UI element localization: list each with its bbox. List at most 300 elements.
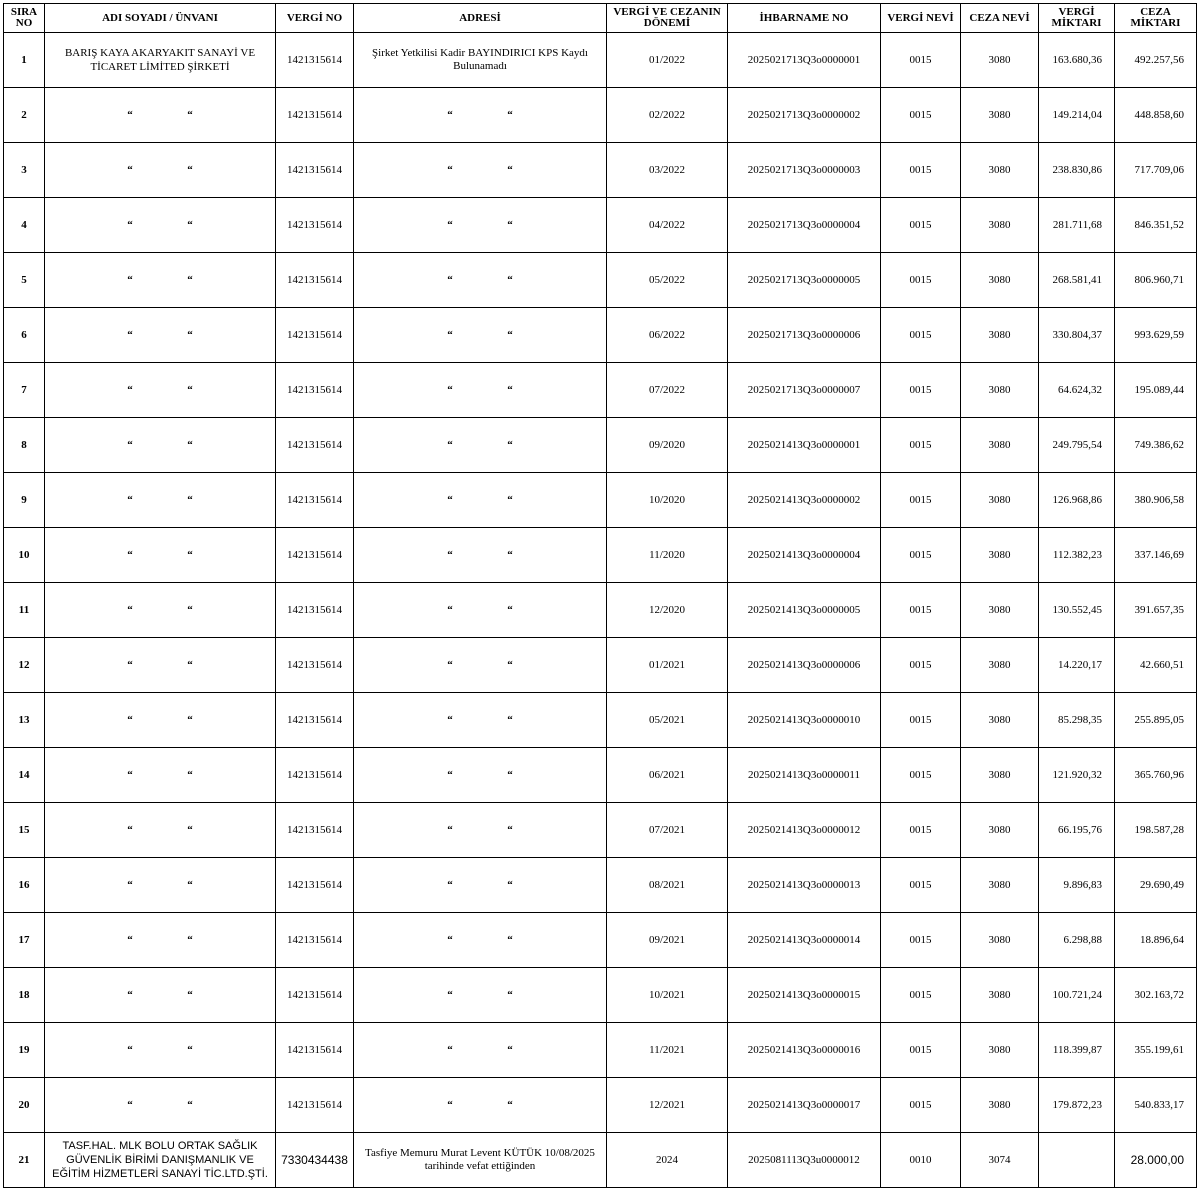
cell-vergi-miktari: 6.298,88: [1039, 913, 1115, 968]
cell-sira: 9: [4, 473, 45, 528]
ditto-mark: “: [187, 878, 193, 891]
cell-ihbarname: 2025021413Q3o0000012: [728, 803, 881, 858]
cell-vergi-miktari: 179.872,23: [1039, 1078, 1115, 1133]
cell-ihbarname: 2025021413Q3o0000015: [728, 968, 881, 1023]
cell-sira: 10: [4, 528, 45, 583]
cell-ceza-miktari: 365.760,96: [1115, 748, 1197, 803]
cell-vergi-no: 1421315614: [276, 143, 354, 198]
cell-sira: 21: [4, 1133, 45, 1188]
cell-vergi-miktari: 249.795,54: [1039, 418, 1115, 473]
ditto-mark: “: [127, 383, 133, 396]
ditto-mark: “: [507, 328, 513, 341]
cell-sira: 17: [4, 913, 45, 968]
cell-sira: 18: [4, 968, 45, 1023]
cell-vergi-no: 1421315614: [276, 363, 354, 418]
ditto-mark: “: [187, 1098, 193, 1111]
ditto-mark: “: [187, 383, 193, 396]
table-row: [4, 1078, 1197, 1133]
cell-ceza-miktari: 198.587,28: [1115, 803, 1197, 858]
cell-ihbarname: 2025021713Q3o0000006: [728, 308, 881, 363]
ditto-mark: “: [447, 548, 453, 561]
cell-vergi-no: 1421315614: [276, 88, 354, 143]
cell-ihbarname: 2025021713Q3o0000002: [728, 88, 881, 143]
cell-adres: Tasfiye Memuru Murat Levent KÜTÜK 10/08/2025 tarihinde vefat ettiğinden: [354, 1133, 607, 1188]
cell-ihbarname: 2025021413Q3o0000013: [728, 858, 881, 913]
cell-donem: 07/2022: [607, 363, 728, 418]
ditto-mark: “: [187, 493, 193, 506]
table-row: [4, 308, 1197, 363]
cell-vergi-miktari: 149.214,04: [1039, 88, 1115, 143]
ditto-mark: “: [127, 108, 133, 121]
cell-adres: Şirket Yetkilisi Kadir BAYINDIRICI KPS Kaydı Bulunamadı: [354, 33, 607, 88]
cell-ceza-nevi: 3080: [961, 33, 1039, 88]
cell-name: [45, 1023, 276, 1078]
cell-donem: 04/2022: [607, 198, 728, 253]
cell-donem: 07/2021: [607, 803, 728, 858]
cell-adres: [354, 1023, 607, 1078]
table-row: [4, 88, 1197, 143]
cell-ceza-nevi: 3080: [961, 638, 1039, 693]
cell-ihbarname: 2025021413Q3o0000014: [728, 913, 881, 968]
cell-vergi-nevi: 0015: [881, 913, 961, 968]
cell-ceza-nevi: 3080: [961, 418, 1039, 473]
cell-vergi-no: 1421315614: [276, 693, 354, 748]
cell-vergi-miktari: 9.896,83: [1039, 858, 1115, 913]
cell-ceza-miktari: 391.657,35: [1115, 583, 1197, 638]
cell-ceza-miktari: 448.858,60: [1115, 88, 1197, 143]
cell-donem: 09/2021: [607, 913, 728, 968]
table-row: [4, 198, 1197, 253]
cell-donem: 11/2021: [607, 1023, 728, 1078]
header-vergi-nevi: VERGİ NEVİ: [881, 4, 961, 33]
table-row: [4, 913, 1197, 968]
cell-ihbarname: 2025021713Q3o0000004: [728, 198, 881, 253]
cell-adres: [354, 693, 607, 748]
ditto-mark: “: [447, 1098, 453, 1111]
cell-vergi-nevi: 0015: [881, 583, 961, 638]
table-row: [4, 528, 1197, 583]
cell-ceza-nevi: 3080: [961, 143, 1039, 198]
cell-adres: [354, 858, 607, 913]
cell-ihbarname: 2025021413Q3o0000010: [728, 693, 881, 748]
cell-adres: [354, 198, 607, 253]
cell-donem: 01/2022: [607, 33, 728, 88]
ditto-mark: “: [187, 603, 193, 616]
cell-ceza-miktari: 18.896,64: [1115, 913, 1197, 968]
cell-sira: 7: [4, 363, 45, 418]
cell-sira: 5: [4, 253, 45, 308]
table-row: [4, 858, 1197, 913]
table-row: [4, 363, 1197, 418]
ditto-mark: “: [447, 273, 453, 286]
table-row: [4, 693, 1197, 748]
cell-donem: 02/2022: [607, 88, 728, 143]
cell-vergi-no: 1421315614: [276, 803, 354, 858]
cell-donem: 11/2020: [607, 528, 728, 583]
cell-donem: 05/2022: [607, 253, 728, 308]
cell-vergi-no: 1421315614: [276, 913, 354, 968]
table-row: [4, 748, 1197, 803]
cell-ceza-miktari: 28.000,00: [1115, 1133, 1197, 1188]
table-row: [4, 638, 1197, 693]
ditto-mark: “: [187, 933, 193, 946]
cell-ihbarname: 2025021413Q3o0000011: [728, 748, 881, 803]
cell-donem: 01/2021: [607, 638, 728, 693]
cell-ihbarname: 2025021713Q3o0000003: [728, 143, 881, 198]
cell-vergi-miktari: [1039, 1133, 1115, 1188]
cell-ceza-nevi: 3080: [961, 583, 1039, 638]
cell-adres: [354, 528, 607, 583]
cell-ceza-nevi: 3080: [961, 968, 1039, 1023]
ditto-mark: “: [127, 1043, 133, 1056]
cell-adres: [354, 638, 607, 693]
ditto-mark: “: [127, 823, 133, 836]
ditto-mark: “: [447, 163, 453, 176]
ditto-mark: “: [447, 328, 453, 341]
cell-name: [45, 88, 276, 143]
cell-sira: 16: [4, 858, 45, 913]
cell-ceza-miktari: 302.163,72: [1115, 968, 1197, 1023]
ditto-mark: “: [127, 988, 133, 1001]
cell-vergi-miktari: 85.298,35: [1039, 693, 1115, 748]
cell-ihbarname: 2025081113Q3u0000012: [728, 1133, 881, 1188]
table-row: [4, 1133, 1197, 1188]
cell-ceza-nevi: 3074: [961, 1133, 1039, 1188]
ditto-mark: “: [187, 768, 193, 781]
cell-adres: [354, 748, 607, 803]
cell-ihbarname: 2025021713Q3o0000007: [728, 363, 881, 418]
cell-donem: 2024: [607, 1133, 728, 1188]
ditto-mark: “: [127, 603, 133, 616]
ditto-mark: “: [447, 108, 453, 121]
ditto-mark: “: [127, 933, 133, 946]
ditto-mark: “: [507, 1098, 513, 1111]
ditto-mark: “: [507, 823, 513, 836]
cell-sira: 6: [4, 308, 45, 363]
cell-sira: 15: [4, 803, 45, 858]
cell-name: [45, 1078, 276, 1133]
header-vergi-no: VERGİ NO: [276, 4, 354, 33]
ditto-mark: “: [447, 383, 453, 396]
ditto-mark: “: [127, 768, 133, 781]
ditto-mark: “: [507, 163, 513, 176]
cell-adres: [354, 583, 607, 638]
ditto-mark: “: [127, 163, 133, 176]
ditto-mark: “: [507, 273, 513, 286]
cell-name: [45, 198, 276, 253]
header-ceza-nevi: CEZA NEVİ: [961, 4, 1039, 33]
cell-sira: 14: [4, 748, 45, 803]
ditto-mark: “: [507, 548, 513, 561]
ditto-mark: “: [507, 1043, 513, 1056]
cell-vergi-no: 1421315614: [276, 858, 354, 913]
cell-adres: [354, 253, 607, 308]
ditto-mark: “: [507, 438, 513, 451]
cell-adres: [354, 913, 607, 968]
ditto-mark: “: [447, 438, 453, 451]
cell-vergi-nevi: 0015: [881, 858, 961, 913]
cell-name: BARIŞ KAYA AKARYAKIT SANAYİ VE TİCARET LİMİTED ŞİRKETİ: [45, 33, 276, 88]
cell-ceza-nevi: 3080: [961, 88, 1039, 143]
table-row: [4, 968, 1197, 1023]
cell-donem: 10/2021: [607, 968, 728, 1023]
cell-vergi-miktari: 112.382,23: [1039, 528, 1115, 583]
ditto-mark: “: [127, 658, 133, 671]
cell-vergi-nevi: 0015: [881, 803, 961, 858]
header-vergi-miktari: VERGİ MİKTARI: [1039, 4, 1115, 33]
cell-name: [45, 803, 276, 858]
cell-sira: 3: [4, 143, 45, 198]
cell-donem: 12/2020: [607, 583, 728, 638]
ditto-mark: “: [507, 383, 513, 396]
header-sira: SIRA NO: [4, 4, 45, 33]
cell-adres: [354, 418, 607, 473]
cell-name: [45, 363, 276, 418]
ditto-mark: “: [187, 273, 193, 286]
table-row: [4, 473, 1197, 528]
cell-ceza-miktari: 380.906,58: [1115, 473, 1197, 528]
cell-vergi-no: 1421315614: [276, 1023, 354, 1078]
ditto-mark: “: [507, 713, 513, 726]
cell-ihbarname: 2025021413Q3o0000001: [728, 418, 881, 473]
ditto-mark: “: [507, 988, 513, 1001]
cell-name: [45, 473, 276, 528]
cell-vergi-no: 1421315614: [276, 33, 354, 88]
cell-name: [45, 253, 276, 308]
cell-name: [45, 968, 276, 1023]
cell-vergi-nevi: 0015: [881, 253, 961, 308]
cell-adres: [354, 803, 607, 858]
ditto-mark: “: [447, 218, 453, 231]
cell-ceza-miktari: 255.895,05: [1115, 693, 1197, 748]
ditto-mark: “: [507, 658, 513, 671]
cell-vergi-miktari: 66.195,76: [1039, 803, 1115, 858]
table-row: [4, 803, 1197, 858]
cell-vergi-no: 1421315614: [276, 418, 354, 473]
cell-ceza-nevi: 3080: [961, 473, 1039, 528]
header-donem: VERGİ VE CEZANIN DÖNEMİ: [607, 4, 728, 33]
cell-sira: 4: [4, 198, 45, 253]
ditto-mark: “: [507, 878, 513, 891]
ditto-mark: “: [127, 493, 133, 506]
cell-donem: 03/2022: [607, 143, 728, 198]
cell-vergi-no: 1421315614: [276, 968, 354, 1023]
cell-vergi-nevi: 0015: [881, 363, 961, 418]
ditto-mark: “: [447, 878, 453, 891]
cell-ceza-miktari: 42.660,51: [1115, 638, 1197, 693]
ditto-mark: “: [507, 933, 513, 946]
ditto-mark: “: [127, 548, 133, 561]
ditto-mark: “: [447, 823, 453, 836]
ditto-mark: “: [127, 218, 133, 231]
cell-ceza-nevi: 3080: [961, 693, 1039, 748]
cell-vergi-nevi: 0015: [881, 748, 961, 803]
cell-sira: 8: [4, 418, 45, 473]
cell-vergi-miktari: 268.581,41: [1039, 253, 1115, 308]
header-name: ADI SOYADI / ÜNVANI: [45, 4, 276, 33]
penalty-notice-table: [3, 3, 1197, 1188]
cell-ceza-nevi: 3080: [961, 748, 1039, 803]
cell-ihbarname: 2025021413Q3o0000016: [728, 1023, 881, 1078]
ditto-mark: “: [447, 713, 453, 726]
ditto-mark: “: [447, 493, 453, 506]
ditto-mark: “: [127, 438, 133, 451]
cell-donem: 05/2021: [607, 693, 728, 748]
ditto-mark: “: [187, 108, 193, 121]
ditto-mark: “: [187, 713, 193, 726]
ditto-mark: “: [447, 603, 453, 616]
ditto-mark: “: [507, 603, 513, 616]
cell-name: [45, 308, 276, 363]
cell-ceza-nevi: 3080: [961, 253, 1039, 308]
cell-ceza-miktari: 717.709,06: [1115, 143, 1197, 198]
cell-name: [45, 528, 276, 583]
cell-sira: 2: [4, 88, 45, 143]
header-adres: ADRESİ: [354, 4, 607, 33]
cell-donem: 10/2020: [607, 473, 728, 528]
cell-vergi-nevi: 0015: [881, 693, 961, 748]
cell-sira: 11: [4, 583, 45, 638]
cell-vergi-no: 7330434438: [276, 1133, 354, 1188]
ditto-mark: “: [507, 493, 513, 506]
cell-adres: [354, 473, 607, 528]
cell-vergi-nevi: 0015: [881, 528, 961, 583]
table-row: [4, 33, 1197, 88]
cell-vergi-no: 1421315614: [276, 253, 354, 308]
cell-vergi-no: 1421315614: [276, 1078, 354, 1133]
cell-vergi-nevi: 0015: [881, 143, 961, 198]
cell-vergi-no: 1421315614: [276, 748, 354, 803]
ditto-mark: “: [127, 713, 133, 726]
ditto-mark: “: [507, 768, 513, 781]
cell-ceza-nevi: 3080: [961, 198, 1039, 253]
cell-name: [45, 858, 276, 913]
ditto-mark: “: [447, 658, 453, 671]
cell-vergi-miktari: 330.804,37: [1039, 308, 1115, 363]
cell-vergi-nevi: 0015: [881, 308, 961, 363]
cell-ceza-miktari: 492.257,56: [1115, 33, 1197, 88]
cell-name: [45, 583, 276, 638]
cell-ceza-nevi: 3080: [961, 528, 1039, 583]
ditto-mark: “: [187, 218, 193, 231]
ditto-mark: “: [187, 163, 193, 176]
cell-adres: [354, 143, 607, 198]
header-ihbarname: İHBARNAME NO: [728, 4, 881, 33]
ditto-mark: “: [187, 438, 193, 451]
cell-vergi-nevi: 0010: [881, 1133, 961, 1188]
table-row: [4, 583, 1197, 638]
cell-donem: 06/2021: [607, 748, 728, 803]
cell-sira: 1: [4, 33, 45, 88]
ditto-mark: “: [187, 328, 193, 341]
cell-vergi-nevi: 0015: [881, 638, 961, 693]
cell-donem: 12/2021: [607, 1078, 728, 1133]
header-row: [4, 4, 1197, 33]
ditto-mark: “: [507, 108, 513, 121]
cell-ceza-miktari: 29.690,49: [1115, 858, 1197, 913]
cell-ceza-miktari: 337.146,69: [1115, 528, 1197, 583]
cell-ihbarname: 2025021413Q3o0000002: [728, 473, 881, 528]
table-row: [4, 418, 1197, 473]
ditto-mark: “: [127, 1098, 133, 1111]
cell-adres: [354, 968, 607, 1023]
cell-ceza-miktari: 355.199,61: [1115, 1023, 1197, 1078]
ditto-mark: “: [447, 933, 453, 946]
cell-ceza-miktari: 540.833,17: [1115, 1078, 1197, 1133]
ditto-mark: “: [447, 1043, 453, 1056]
cell-sira: 13: [4, 693, 45, 748]
cell-ceza-nevi: 3080: [961, 363, 1039, 418]
cell-name: [45, 913, 276, 968]
ditto-mark: “: [447, 988, 453, 1001]
cell-name: [45, 143, 276, 198]
cell-sira: 20: [4, 1078, 45, 1133]
ditto-mark: “: [127, 328, 133, 341]
cell-adres: [354, 1078, 607, 1133]
cell-vergi-nevi: 0015: [881, 198, 961, 253]
cell-vergi-miktari: 118.399,87: [1039, 1023, 1115, 1078]
cell-vergi-nevi: 0015: [881, 33, 961, 88]
ditto-mark: “: [187, 1043, 193, 1056]
cell-ceza-nevi: 3080: [961, 1078, 1039, 1133]
cell-ceza-nevi: 3080: [961, 308, 1039, 363]
cell-ceza-miktari: 993.629,59: [1115, 308, 1197, 363]
cell-ceza-nevi: 3080: [961, 858, 1039, 913]
cell-name: TASF.HAL. MLK BOLU ORTAK SAĞLIK GÜVENLİK BİRİMİ DANIŞMANLIK VE EĞİTİM HİZMETLERİ SANAYİ TİC.LTD.ŞTİ.: [45, 1133, 276, 1188]
cell-vergi-no: 1421315614: [276, 583, 354, 638]
cell-ihbarname: 2025021413Q3o0000006: [728, 638, 881, 693]
cell-vergi-miktari: 126.968,86: [1039, 473, 1115, 528]
cell-ihbarname: 2025021713Q3o0000001: [728, 33, 881, 88]
ditto-mark: “: [127, 878, 133, 891]
cell-ceza-nevi: 3080: [961, 913, 1039, 968]
cell-donem: 09/2020: [607, 418, 728, 473]
cell-vergi-no: 1421315614: [276, 473, 354, 528]
cell-vergi-miktari: 163.680,36: [1039, 33, 1115, 88]
ditto-mark: “: [507, 218, 513, 231]
cell-name: [45, 693, 276, 748]
cell-adres: [354, 88, 607, 143]
table-row: [4, 253, 1197, 308]
ditto-mark: “: [127, 273, 133, 286]
ditto-mark: “: [187, 988, 193, 1001]
ditto-mark: “: [187, 823, 193, 836]
cell-vergi-no: 1421315614: [276, 638, 354, 693]
cell-ceza-nevi: 3080: [961, 1023, 1039, 1078]
cell-vergi-nevi: 0015: [881, 88, 961, 143]
cell-vergi-no: 1421315614: [276, 528, 354, 583]
cell-adres: [354, 363, 607, 418]
cell-ceza-nevi: 3080: [961, 803, 1039, 858]
cell-ihbarname: 2025021413Q3o0000004: [728, 528, 881, 583]
cell-vergi-miktari: 14.220,17: [1039, 638, 1115, 693]
cell-donem: 08/2021: [607, 858, 728, 913]
cell-name: [45, 638, 276, 693]
cell-name: [45, 748, 276, 803]
cell-vergi-nevi: 0015: [881, 473, 961, 528]
cell-ihbarname: 2025021413Q3o0000017: [728, 1078, 881, 1133]
cell-ihbarname: 2025021713Q3o0000005: [728, 253, 881, 308]
cell-vergi-nevi: 0015: [881, 968, 961, 1023]
cell-vergi-miktari: 281.711,68: [1039, 198, 1115, 253]
cell-vergi-miktari: 130.552,45: [1039, 583, 1115, 638]
table-row: [4, 1023, 1197, 1078]
cell-ceza-miktari: 846.351,52: [1115, 198, 1197, 253]
cell-sira: 19: [4, 1023, 45, 1078]
cell-ceza-miktari: 749.386,62: [1115, 418, 1197, 473]
header-ceza-miktari: CEZA MİKTARI: [1115, 4, 1197, 33]
cell-vergi-miktari: 121.920,32: [1039, 748, 1115, 803]
